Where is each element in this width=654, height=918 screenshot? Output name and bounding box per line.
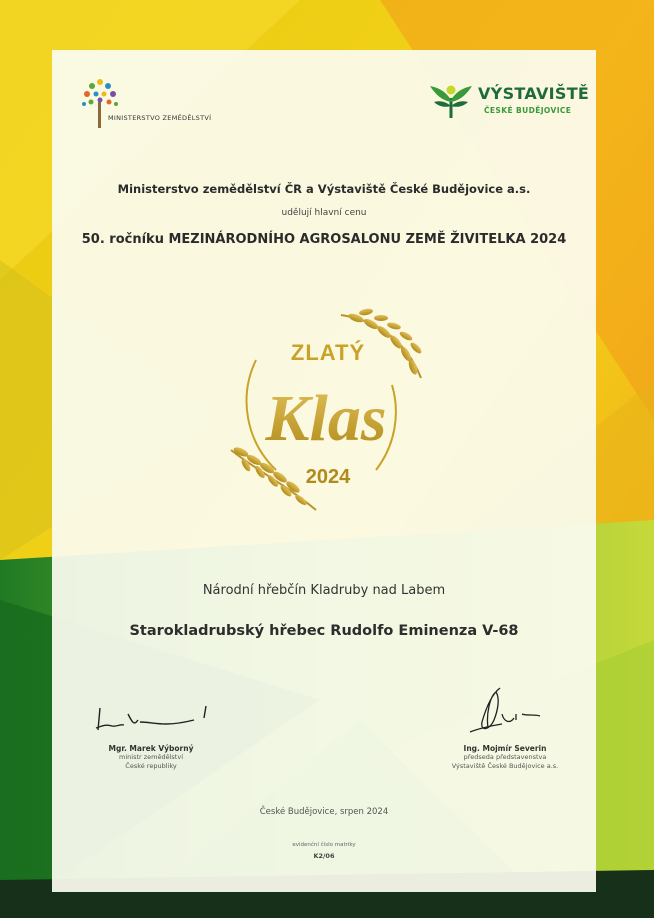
signatory-left-role-1: ministr zemědělství xyxy=(119,753,183,761)
event-title: 50. ročníku MEZINÁRODNÍHO AGROSALONU ZEMĚ ŽIVITELKA 2024 xyxy=(81,232,567,247)
emblem-year-text: 2024 xyxy=(305,466,351,488)
emblem-main-text: Klas xyxy=(265,382,387,455)
wheat-ear-bottom-icon xyxy=(231,445,316,510)
signatory-left-role-2: České republiky xyxy=(125,762,177,770)
sprout-icon xyxy=(428,78,474,120)
signatory-right-role-1: předseda představenstva xyxy=(463,753,547,761)
vystaviste-title: VÝSTAVIŠTĚ xyxy=(478,84,590,103)
signatory-right-name: Ing. Mojmír Severin xyxy=(463,744,547,753)
ministry-logo xyxy=(78,72,238,136)
signature-block-right xyxy=(430,684,580,771)
signatory-right-role-2: Výstaviště České Budějovice a.s. xyxy=(451,762,559,770)
signature-block-left xyxy=(76,700,226,771)
recipient-organization: Národní hřebčín Kladruby nad Labem xyxy=(202,583,446,598)
vystaviste-subtitle: ČESKÉ BUDĚJOVICE xyxy=(484,106,572,115)
registry-number: K2/06 xyxy=(313,852,335,860)
award-intro: udělují hlavní cenu xyxy=(281,208,367,218)
emblem-top-text: ZLATÝ xyxy=(290,340,366,365)
registry-label: evidenční číslo matriky xyxy=(292,842,356,848)
ministry-logo-text: MINISTERSTVO ZEMĚDĚLSTVÍ xyxy=(108,114,212,122)
handwritten-signature-right xyxy=(430,684,580,740)
signatory-left-name: Mgr. Marek Výborný xyxy=(108,744,194,753)
vystaviste-logo xyxy=(428,78,588,128)
issuers-line: Ministerstvo zemědělství ČR a Výstaviště České Budějovice a.s. xyxy=(117,182,531,196)
place-and-date: České Budějovice, srpen 2024 xyxy=(259,807,389,817)
zlaty-klas-emblem xyxy=(216,300,440,520)
award-subject: Starokladrubský hřebec Rudolfo Eminenza V-68 xyxy=(129,623,519,639)
handwritten-signature-left xyxy=(76,700,226,740)
